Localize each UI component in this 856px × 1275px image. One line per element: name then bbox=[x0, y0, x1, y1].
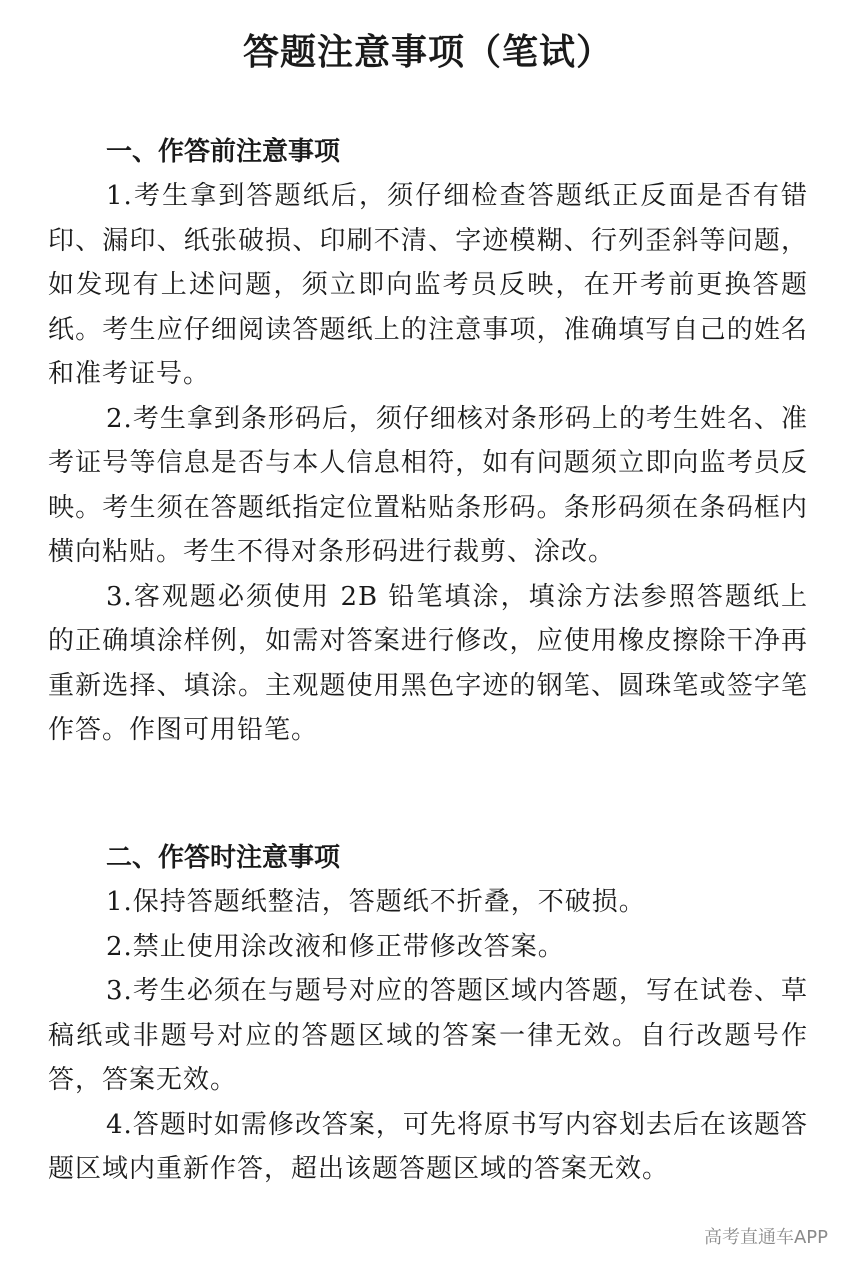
paragraph: 2.禁止使用涂改液和修正带修改答案。 bbox=[106, 931, 565, 962]
paragraph: 3.考生必须在与题号对应的答题区域内答题，写在试卷、草稿纸或非题号对应的答题区域的答案一律无效。自行改题号作答，答案无效。 bbox=[48, 976, 808, 1095]
section-heading: 二、作答时注意事项 bbox=[106, 843, 341, 873]
paragraph: 3.客观题必须使用 2B 铅笔填涂，填涂方法参照答题纸上的正确填涂样例，如需对答案进行修改，应使用橡皮擦除干净再重新选择、填涂。主观题使用黑色字迹的钢笔、圆珠笔或签字笔作答。作图可用铅笔。 bbox=[48, 581, 808, 745]
section-before-answering bbox=[48, 130, 808, 753]
paragraph: 1.考生拿到答题纸后，须仔细检查答题纸正反面是否有错印、漏印、纸张破损、印刷不清、字迹模糊、行列歪斜等问题，如发现有上述问题，须立即向监考员反映，在开考前更换答题纸。考生应仔细阅读答题纸上的注意事项，准确填写自己的姓名和准考证号。 bbox=[48, 181, 808, 389]
paragraph: 4.答题时如需修改答案，可先将原书写内容划去后在该题答题区域内重新作答，超出该题答题区域的答案无效。 bbox=[48, 1109, 808, 1184]
page-title: 答题注意事项（笔试） bbox=[242, 32, 613, 73]
paragraph: 2.考生拿到条形码后，须仔细核对条形码上的考生姓名、准考证号等信息是否与本人信息相符，如有问题须立即向监考员反映。考生须在答题纸指定位置粘贴条形码。条形码须在条码框内横向粘贴。考生不得对条形码进行裁剪、涂改。 bbox=[48, 403, 808, 567]
section-while-answering bbox=[48, 836, 808, 1192]
section-heading: 一、作答前注意事项 bbox=[106, 137, 341, 167]
paragraph: 1.保持答题纸整洁，答题纸不折叠，不破损。 bbox=[106, 887, 646, 917]
watermark-text: 高考直通车APP bbox=[703, 1227, 828, 1248]
